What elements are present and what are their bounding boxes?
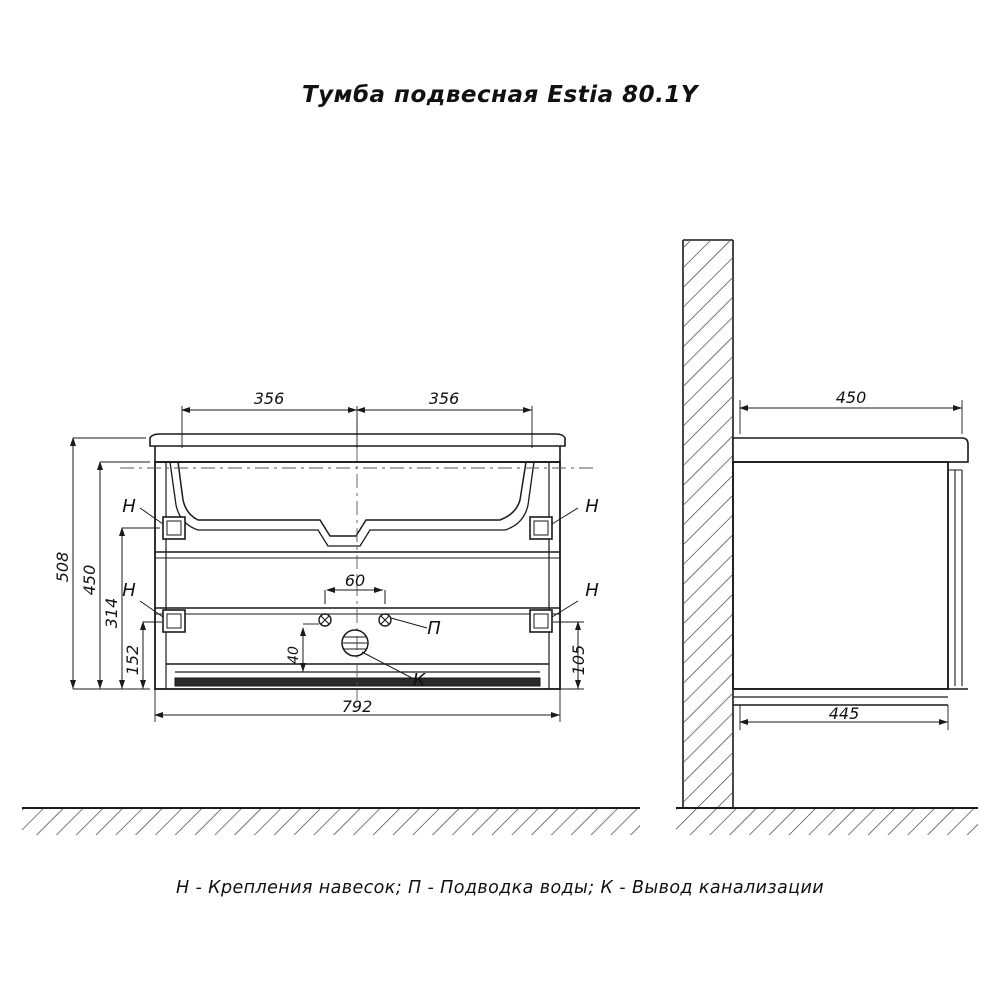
mark-mount-bottom-left: Н [122, 580, 136, 601]
mark-mount-top-right: Н [585, 496, 599, 517]
dim-pipe-spacing: 60 [344, 571, 366, 590]
dim-side-top-depth: 450 [835, 388, 867, 407]
dim-overall-height: 508 [53, 551, 72, 583]
dim-height-152: 152 [123, 644, 142, 676]
wall-hatch [683, 240, 733, 808]
mark-sewer-outlet: К [412, 670, 426, 691]
dim-total-width: 792 [341, 697, 373, 716]
dim-height-105: 105 [569, 644, 588, 676]
dim-side-bottom-depth: 445 [828, 704, 860, 723]
floor-line-left [22, 808, 640, 835]
dim-height-314: 314 [102, 597, 121, 629]
dim-top-right-segment: 356 [428, 389, 460, 408]
page-title: Тумба подвесная Estia 80.1Y [301, 82, 699, 108]
floor-line-right [676, 808, 978, 835]
dim-top-left-segment: 356 [253, 389, 285, 408]
legend-text: Н - Крепления навесок; П - Подводка воды; К - Вывод канализации [175, 878, 824, 898]
side-cabinet-body [733, 438, 968, 705]
mark-mount-bottom-right: Н [585, 580, 599, 601]
dim-height-450: 450 [80, 564, 99, 596]
front-cabinet-body [120, 420, 595, 700]
plumbing-symbols [303, 590, 427, 678]
mark-mount-top-left: Н [122, 496, 136, 517]
mark-water-supply: П [427, 618, 441, 639]
dim-pipe-offset: 40 [286, 646, 302, 664]
